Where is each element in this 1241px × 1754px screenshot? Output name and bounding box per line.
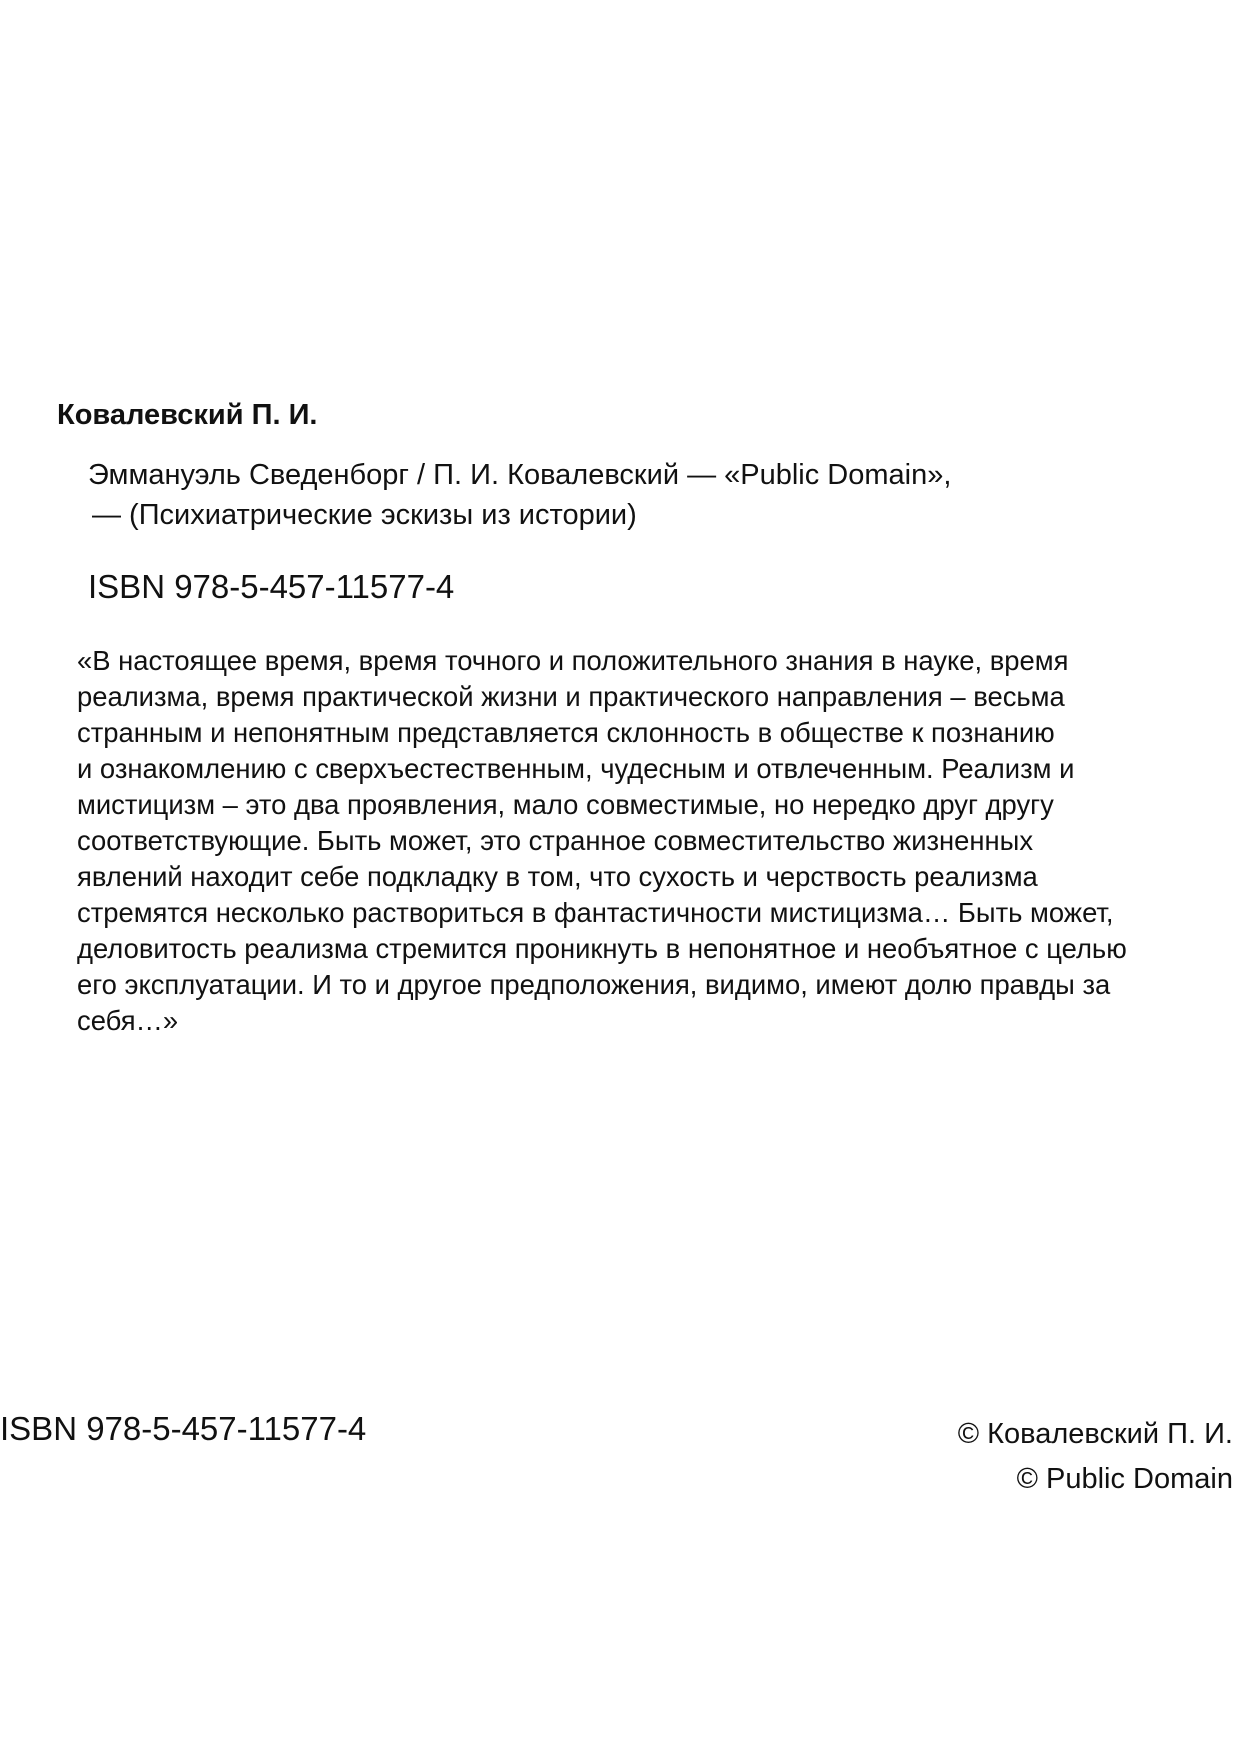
copyright-public-domain: © Public Domain [1016,1463,1233,1495]
copyright-block [958,1412,1233,1502]
annotation-text [77,643,1127,1039]
annotation-line: «В настоящее время, время точного и положительного знания в науке, время [77,645,1069,676]
annotation-line: явлений находит себе подкладку в том, что сухость и черствость реализма [77,861,1038,892]
annotation-line: себя…» [77,1005,179,1036]
author-heading: Ковалевский П. И. [57,399,318,431]
bibliographic-line-series: — (Психиатрические эскизы из истории) [92,499,637,531]
copyright-author: © Ковалевский П. И. [957,1418,1233,1450]
isbn-bottom: ISBN 978-5-457-11577-4 [0,1410,367,1447]
annotation-line: и ознакомлению с сверхъестественным, чудесным и отвлеченным. Реализм и [77,753,1075,784]
annotation-line: странным и непонятным представляется склонность в обществе к познанию [77,717,1055,748]
annotation-line: реализма, время практической жизни и практического направления – весьма [77,681,1065,712]
bibliographic-line-title: Эммануэль Сведенборг / П. И. Ковалевский — «Public Domain», [88,459,952,491]
isbn-top: ISBN 978-5-457-11577-4 [88,568,455,605]
bibliographic-record [88,455,951,535]
annotation-line: мистицизм – это два проявления, мало совместимые, но нередко друг другу [77,789,1054,820]
annotation-line: стремятся несколько раствориться в фантастичности мистицизма… Быть может, [77,897,1114,928]
annotation-line: деловитость реализма стремится проникнуть в непонятное и необъятное с целью [77,933,1127,964]
annotation-line: его эксплуатации. И то и другое предположения, видимо, имеют долю правды за [77,969,1111,1000]
annotation-line: соответствующие. Быть может, это странное совместительство жизненных [77,825,1034,856]
